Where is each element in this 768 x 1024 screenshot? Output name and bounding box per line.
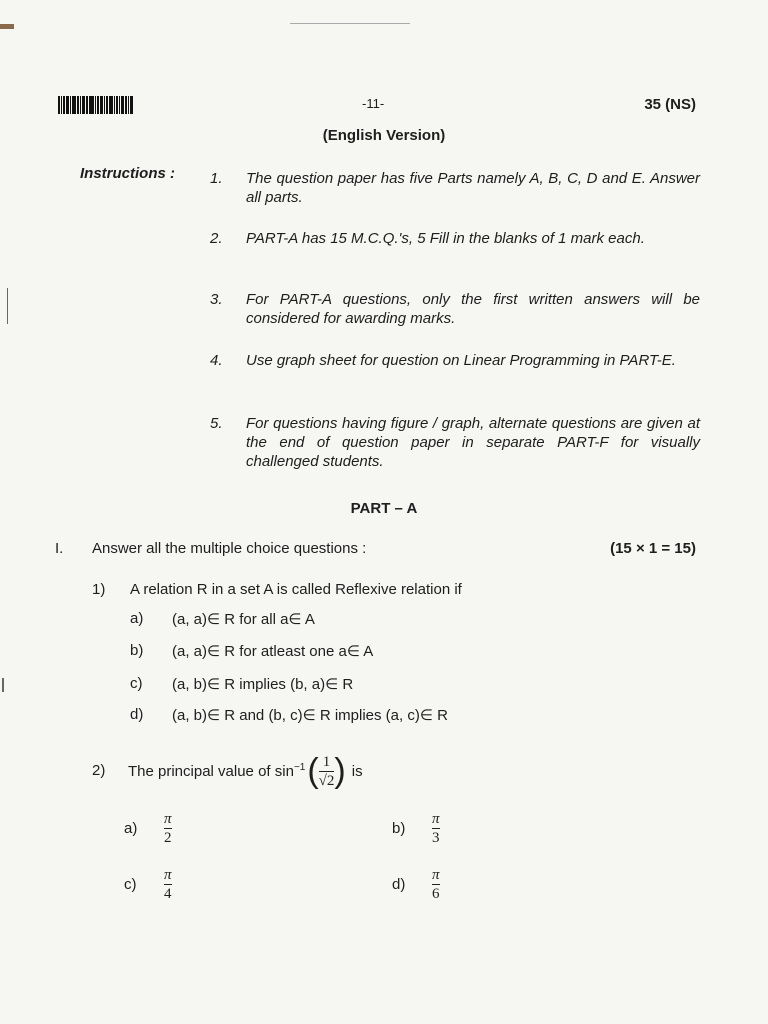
q2-option-d-label: d) <box>392 876 406 893</box>
question-1-text: A relation R in a set A is called Reflexive relation if <box>130 581 462 598</box>
version-title: (English Version) <box>322 127 446 144</box>
q2-option-c-label: c) <box>124 876 137 893</box>
question-2-suffix: is <box>351 762 363 780</box>
instruction-text: For questions having figure / graph, alternate questions are given at the end of question paper in separate PART-F for visually challenged students. <box>246 415 700 470</box>
q1-option-d-text: (a, b)∈ R and (b, c)∈ R implies (a, c)∈ R <box>172 707 448 724</box>
part-a-title: PART – A <box>350 500 418 517</box>
instructions-label: Instructions : <box>80 165 176 182</box>
fraction-numerator: 1 <box>322 753 331 770</box>
margin-mark <box>2 678 4 692</box>
fraction-denominator: 6 <box>432 886 440 902</box>
instruction-item <box>210 229 700 248</box>
fraction-numerator: π <box>432 867 440 883</box>
fraction-denominator: √2 <box>318 772 335 789</box>
section-number: I. <box>55 540 64 557</box>
q2-option-b-fraction <box>432 810 440 847</box>
q2-option-a-label: a) <box>124 820 138 837</box>
margin-mark <box>7 288 8 324</box>
question-2-prefix: The principal value of sin <box>128 762 294 780</box>
q2-option-a-fraction <box>164 810 172 847</box>
q1-option-b-text: (a, a)∈ R for atleast one a∈ A <box>172 643 374 660</box>
paper-code: 35 (NS) <box>644 96 696 113</box>
instruction-text: PART-A has 15 M.C.Q.'s, 5 Fill in the blanks of 1 mark each. <box>246 230 645 247</box>
q1-option-c-text: (a, b)∈ R implies (b, a)∈ R <box>172 676 354 693</box>
instruction-number: 5. <box>210 415 223 432</box>
page-number: -11- <box>362 96 385 111</box>
left-paren: ( <box>307 752 319 790</box>
fraction-numerator: π <box>164 867 172 883</box>
instruction-item <box>210 290 700 328</box>
right-paren: ) <box>334 752 346 790</box>
q2-option-c-fraction <box>164 866 172 903</box>
fraction-numerator: π <box>432 811 440 827</box>
q1-option-d-label: d) <box>130 706 144 723</box>
fraction-numerator: π <box>164 811 172 827</box>
instruction-item <box>210 169 700 207</box>
question-2-number: 2) <box>92 762 106 779</box>
fraction-denominator: 4 <box>164 886 172 902</box>
instruction-text: Use graph sheet for question on Linear Programming in PART-E. <box>246 352 676 369</box>
instruction-number: 4. <box>210 352 223 369</box>
instruction-text: The question paper has five Parts namely A, B, C, D and E. Answer all parts. <box>246 170 700 206</box>
instruction-number: 1. <box>210 170 223 187</box>
q1-option-b-label: b) <box>130 642 144 659</box>
instruction-number: 3. <box>210 291 223 308</box>
question-1-number: 1) <box>92 581 106 598</box>
barcode <box>58 96 133 114</box>
instruction-text: For PART-A questions, only the first written answers will be considered for awarding marks. <box>246 291 700 327</box>
fraction-denominator: 3 <box>432 830 440 846</box>
q1-option-c-label: c) <box>130 675 143 692</box>
question-2-superscript: −1 <box>293 761 306 773</box>
scan-mark-left <box>0 24 14 29</box>
section-instruction: Answer all the multiple choice questions : <box>92 540 367 557</box>
fraction-denominator: 2 <box>164 830 172 846</box>
instruction-number: 2. <box>210 230 223 247</box>
instruction-item <box>210 351 700 370</box>
q2-option-b-label: b) <box>392 820 406 837</box>
q1-option-a-text: (a, a)∈ R for all a∈ A <box>172 611 315 628</box>
scan-mark-top <box>290 23 410 24</box>
question-2-text <box>128 748 363 794</box>
q1-option-a-label: a) <box>130 610 144 627</box>
instruction-item <box>210 414 700 471</box>
question-2-fraction <box>319 753 335 790</box>
q2-option-d-fraction <box>432 866 440 903</box>
section-marks: (15 × 1 = 15) <box>610 540 696 557</box>
